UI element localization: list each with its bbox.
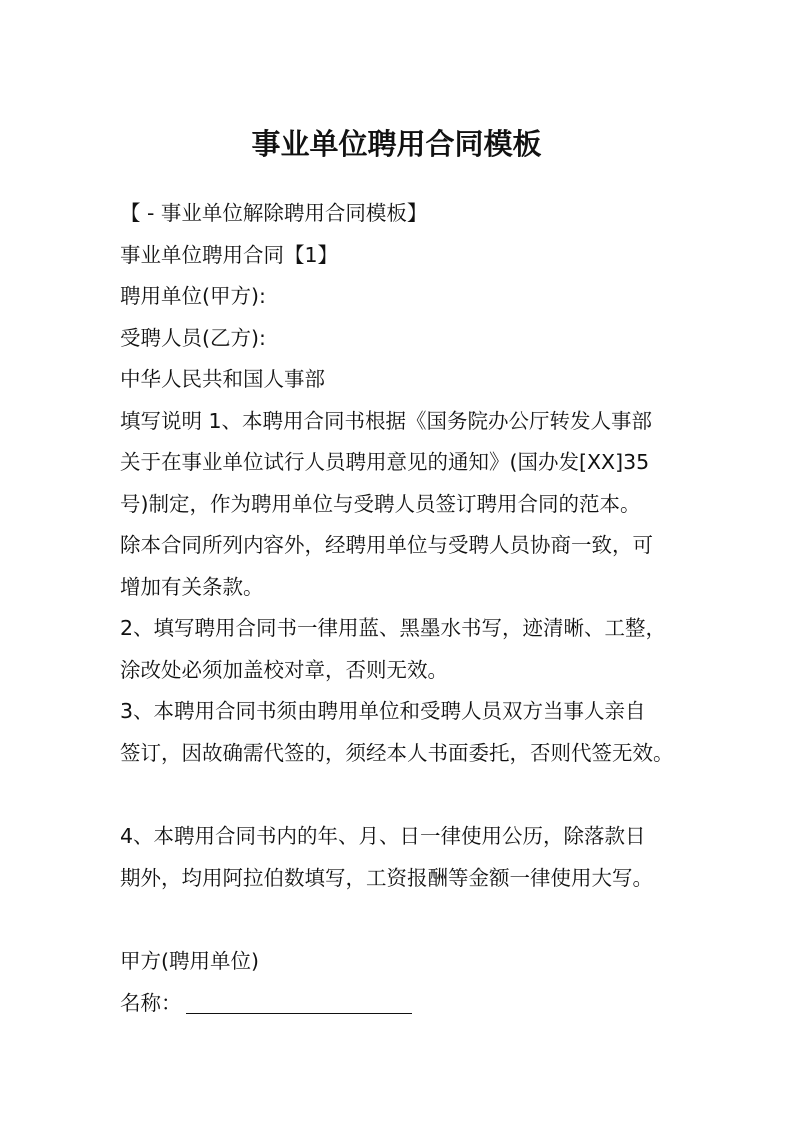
issuing-authority: 中华人民共和国人事部 <box>120 367 325 391</box>
blank-line <box>120 774 720 816</box>
instruction-line: 2、填写聘用合同书一律用蓝、黑墨水书写，迹清晰、工整， <box>120 616 667 640</box>
instruction-line: 增加有关条款。 <box>120 574 264 599</box>
instruction-line: 除本合同所列内容外，经聘用单位与受聘人员协商一致，可 <box>120 533 653 557</box>
blank-line <box>120 899 720 941</box>
name-row <box>120 983 720 1025</box>
document-title: 事业单位聘用合同模板 <box>251 127 542 161</box>
name-blank-line[interactable] <box>186 991 412 1014</box>
employee-field-label: 受聘人员(乙方): <box>120 325 266 350</box>
contract-heading: 事业单位聘用合同【1】 <box>120 242 339 267</box>
instruction-line: 填写说明 1、本聘用合同书根据《国务院办公厅转发人事部 <box>120 408 653 433</box>
document-body <box>120 193 720 1024</box>
instruction-line: 涂改处必须加盖校对章，否则无效。 <box>120 657 448 682</box>
party-a-heading: 甲方(聘用单位) <box>120 949 259 973</box>
employer-field-label: 聘用单位(甲方): <box>120 284 266 308</box>
instruction-line: 3、本聘用合同书须由聘用单位和受聘人员双方当事人亲自 <box>120 699 646 723</box>
name-label: 名称： <box>120 990 182 1015</box>
subtitle-line: 【 - 事业单位解除聘用合同模板】 <box>120 201 428 225</box>
instruction-line: 号)制定，作为聘用单位与受聘人员签订聘用合同的范本。 <box>120 491 641 516</box>
instruction-line: 4、本聘用合同书内的年、月、日一律使用公历，除落款日 <box>120 824 646 848</box>
instruction-line: 期外，均用阿拉伯数填写，工资报酬等金额一律使用大写。 <box>120 865 653 890</box>
instruction-line: 关于在事业单位试行人员聘用意见的通知》(国办发[XX]35 <box>120 450 650 474</box>
instruction-line: 签订，因故确需代签的，须经本人书面委托，否则代签无效。 <box>120 740 674 765</box>
